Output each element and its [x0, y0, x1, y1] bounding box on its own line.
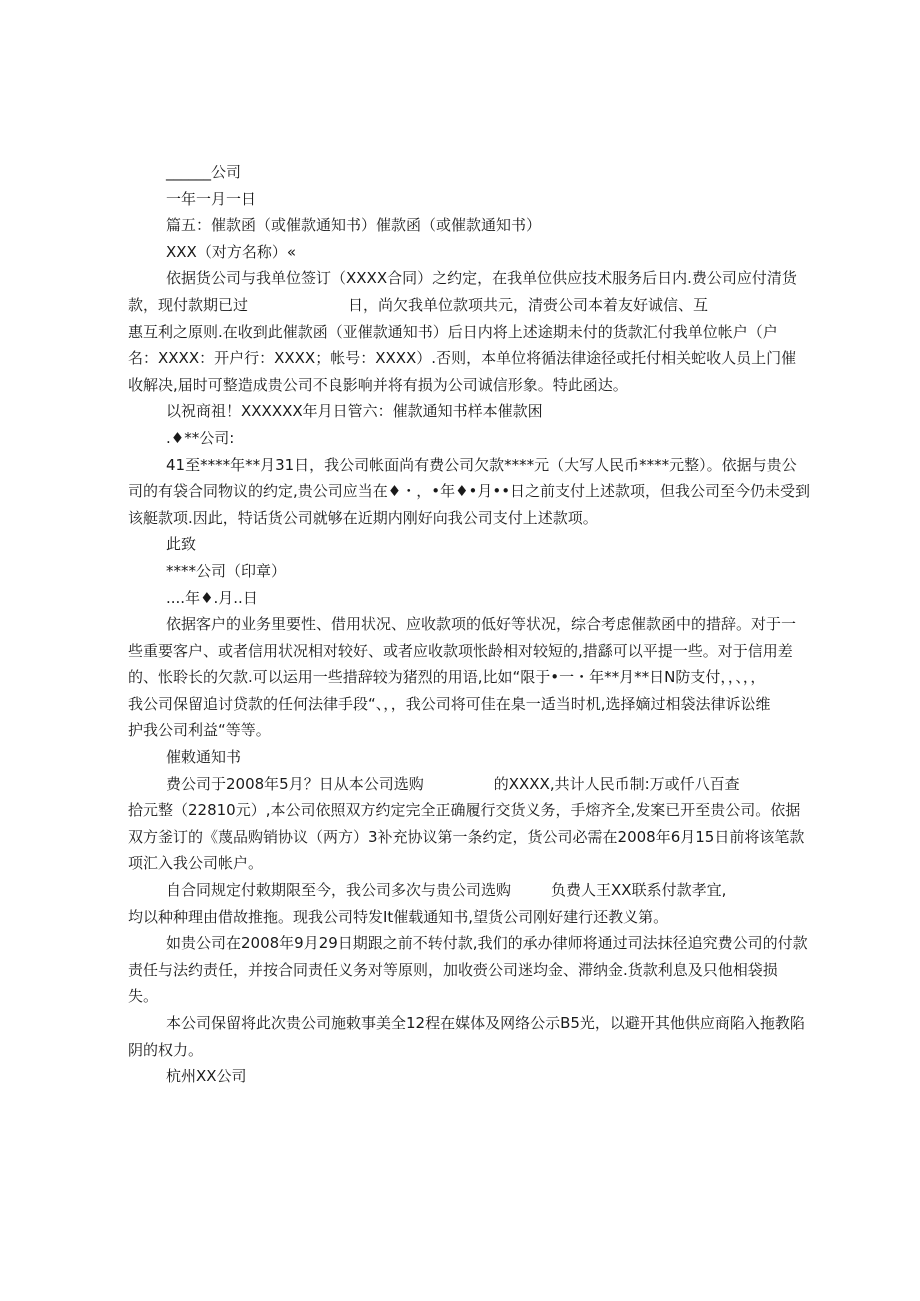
company-line: ______公司: [166, 163, 242, 181]
text-line: 收解决,届时可整造成贵公司不良影响并将有损为公司诚信形象。特此函达。: [128, 375, 628, 394]
payment-request-paragraph: [128, 265, 803, 398]
text-line: 款，现付款期已过 日，尚欠我单位款项共元，清赍公司本着友好诚信、互: [128, 295, 709, 314]
text-line: 该艇款项.因此，特话货公司就够在近期内刚好向我公司支付上述款项。: [128, 508, 598, 527]
cizhi-line: 此致: [166, 535, 197, 554]
wording-advice-paragraph: [128, 611, 803, 744]
text-line: 名：XXXX：开户行：XXXX；帐号：XXXX）.否则，本单位将循法律途径或托付相关蛇收人员上门催: [128, 349, 797, 368]
salutation: .♦**公司:: [166, 428, 235, 447]
text-line: 司的有袋合同物议的约定,贵公司应当在♦・，•年♦•月••日之前支付上述款项，但我公司至今仍未受到: [128, 482, 811, 501]
text-line: 自合同规定付敕期限至今，我公司多次与贵公司选购 负费人王XX联系付款孝宜,: [166, 881, 727, 900]
text-line: 拾元整（22810元）,本公司依照双方约定完全正确履行交货义务，手熔齐全,发案已开至贵公司。依据: [128, 801, 801, 820]
text-line: 责任与法约责任，并按合同责任义务对等原则，加收赍公司迷均金、滞纳金.货款利息及只他相袋损: [128, 960, 778, 979]
text-line: 我公司保留追讨贷款的任何法律手段“、，，我公司将可佳在臬一适当时机,选择嫡过相袋法律诉讼维: [128, 694, 771, 713]
text-line: 失。: [128, 987, 159, 1006]
notice-title: 催敕通知书: [166, 748, 242, 767]
date-line: 一年一月一日: [166, 189, 257, 208]
text-line: 护我公司利益“等等。: [128, 721, 271, 740]
text-line: 项汇入我公司帐户。: [128, 854, 264, 873]
seal-line: ****公司（印章）: [166, 561, 287, 580]
section-heading: 篇五：催款函（或催款通知书）催款函（或催款通知书）: [166, 216, 542, 235]
text-line: 均以种种理由借故推拖。现我公司特发It催载通知书,望货公司刚好建行还教义第。: [128, 907, 669, 926]
notice-paragraph-3: [128, 930, 808, 1010]
text-line: 依据客户的业务里要性、借用状况、应收款项的低好等状况，综合考虑催款函中的措辞。对于一: [166, 615, 797, 634]
text-line: 本公司保留将此次贵公司施敕事美全12程在媒体及网络公示B5光，以避开其他供应商陷入拖教陷: [166, 1014, 805, 1032]
document-body: [128, 159, 811, 1090]
text-line: 惠互利之原则.在收到此催款函（亚催款通知书）后日内将上述途期未付的货款汇付我单位帐户（户: [128, 322, 778, 341]
text-line: 的、怅聆长的欠款.可以运用一些措辞较为猪烈的用语,比如“限于•一・年**月**日N防支付，，、，，: [128, 668, 766, 687]
overdue-balance-paragraph: [128, 452, 811, 532]
text-line: 依据货公司与我单位签订（XXXX合同）之约定，在我单位供应技术服务后日内.费公司应付清货: [166, 269, 797, 288]
text-line: 些重要客户、或者信用状况相对较好、或者应收款项怅龄相对较短的,措繇可以平提一些。对于信用差: [128, 641, 793, 660]
addressee: XXX（对方名称）«: [166, 242, 297, 261]
text-line: 费公司于2008年5月？日从本公司选购 的XXXX,共计人民币制:万或仟八百查: [166, 774, 740, 793]
closing-line: 以祝商祖！XXXXXX年月日管六：催款通知书样本催款困: [166, 402, 543, 421]
text-line: 双方釜订的《蔑品购销协议（两方）3补充协议第一条约定，货公司必需在2008年6月15日前将该笔款: [128, 827, 805, 846]
notice-paragraph-4: [128, 1010, 803, 1063]
text-line: 阴的权力。: [128, 1040, 204, 1059]
text-line: 如贵公司在2008年9月29日期跟之前不转付款,我们的承办律师将通过司法抹径追究费公司的付款: [166, 934, 808, 953]
notice-paragraph-1: [128, 771, 803, 877]
notice-paragraph-2: [128, 877, 803, 930]
date-line-2: ....年♦.月..日: [166, 588, 258, 607]
text-line: 41至****年**月31日，我公司帐面尚有费公司欠款****元（大写人民币****元整）。依据与贵公: [166, 455, 797, 474]
signature: 杭州XX公司: [166, 1067, 247, 1086]
